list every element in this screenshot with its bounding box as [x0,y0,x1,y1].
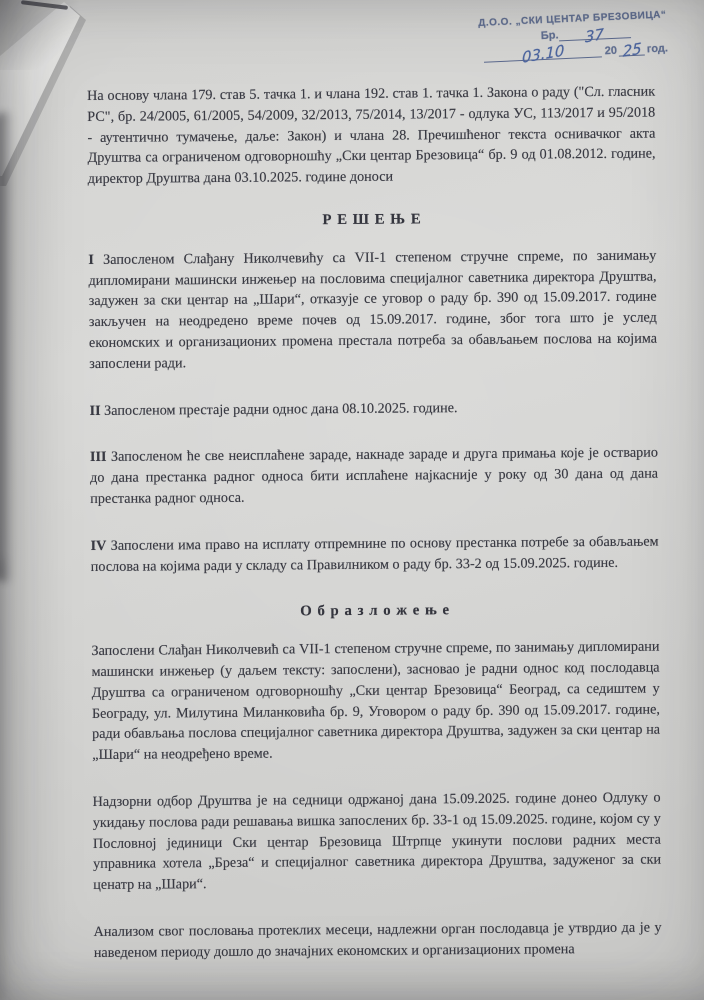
left-edge-shadow-lower [0,560,8,1000]
decision-item-1-text: Запосленом Слађану Николчевићу са VII-1 степеном стручне спреме, по занимању дипломирани машински инжењер на пословима специјалног саветника директора Друштва, задужен за ски центар на „Шари“, отказује се уговор о раду бр. 390 од 15.09.2017. године закључен на неодредено време почев од 15.09.2017. године, због тога што је услед економских и организационих промена престала потреба за обављањем послова на којима запослени ради. [88,247,658,372]
decision-title: Р Е Ш Е Њ Е [322,211,422,229]
left-edge-shadow [0,112,13,582]
rationale-paragraph-2: Надзорни одбор Друштва је на седници одржаној дана 15.09.2025. године донео Одлуку о укидању послова ради решавања вишка запослених бр. 33-1 од 15.09.2025. године, којом су у Пословној јединици Ски центар Брезовица Штрпце укинути послови радних места управника хотела „Бреза“ и специјалног саветника директора Друштва, задуженог за ски ценатр на „Шари“. [92,789,662,894]
decision-item-4-number: IV [90,537,107,554]
rationale-paragraph-1: Запослени Слађан Николчевић са VII-1 степеном стручне спреме, по занимању дипломирани машински инжењер (у даљем тексту: запослени), засновао је радни однос код послодавца Друштва са ограниченом одговорношћу „Ски центар Брезовица“ Београд, са седиштем у Београду, ул. Милутина Миланковића бр. 9, Уговором о раду бр. 390 од 15.09.2017. године, ради обављања послова специјалног саветника директора Друштва, задужен за ски центар на „Шари“ на неодређено време. [91,638,661,764]
stamp-date-line [483,41,601,67]
decision-item-4 [91,531,659,577]
stamp-year-prefix: 20 [604,44,618,58]
decision-item-2-text: Запосленом престаје радни однос дана 08.10.2025. године. [104,399,458,419]
stamp-number-handwritten: 37 [585,24,605,47]
received-stamp [478,8,698,67]
decision-item-1-number: I [88,251,94,268]
corner-shadow [0,0,90,70]
stamp-year-line [619,39,646,61]
stamp-number-label: Бр. [540,29,559,43]
decision-item-2 [89,396,657,421]
decision-item-3-text: Запосленом ће све неисплаћене зараде, накнаде зараде и друга примања које је остварио до дана престанка радног односа бити исплаћене најкасније у року од 30 дана од дана престанка радног односа. [90,444,659,507]
decision-item-1 [88,245,657,374]
decision-item-3-number: III [89,449,107,466]
rationale-paragraph-3: Анализом свог пословања протеклих месеци, надлежни орган послодавца је утврдио да је у наведеном периоду дошло до значајних економских и организационих промена [93,919,662,961]
stamp-year-handwritten: 25 [622,39,642,61]
stamp-year-suffix: год. [646,42,669,56]
stamp-company-name: Д.О.О. „СКИ ЦЕНТАР БРЕЗОВИЦА“ [478,9,667,29]
decision-item-2-number: II [89,402,101,419]
decision-item-3 [90,443,658,510]
stamp-date-handwritten: 03.10 [521,41,564,67]
decision-item-4-text: Запослени има право на исплату отпремнине по основу престанка потребе за обављањем послова на којима ради у складу са Правилником о раду бр. 33-2 од 15.09.2025. године. [90,533,659,575]
legal-basis-paragraph: На основу члана 179. став 5. тачка 1. и члана 192. став 1. тачка 1. Закона о раду ("Сл. гласник РС", бр. 24/2005, 61/2005, 54/2009, 32/2013, 75/2014, 13/2017 - одлука УС, 113/2017 и 95/2018 - аутентично тумачење, даље: Закон) и члана 28. Пречишћеног текста оснивачког акта Друштва са ограниченом одговорношћу „Ски центар Брезовица“ бр. 9 од 01.08.2012. године, директор Друштва дана 03.10.2025. године доноси [87,83,656,188]
stamp-number-line [558,24,631,47]
rationale-title: О б р а з л о ж е њ е [300,602,451,620]
document-body [87,82,662,964]
